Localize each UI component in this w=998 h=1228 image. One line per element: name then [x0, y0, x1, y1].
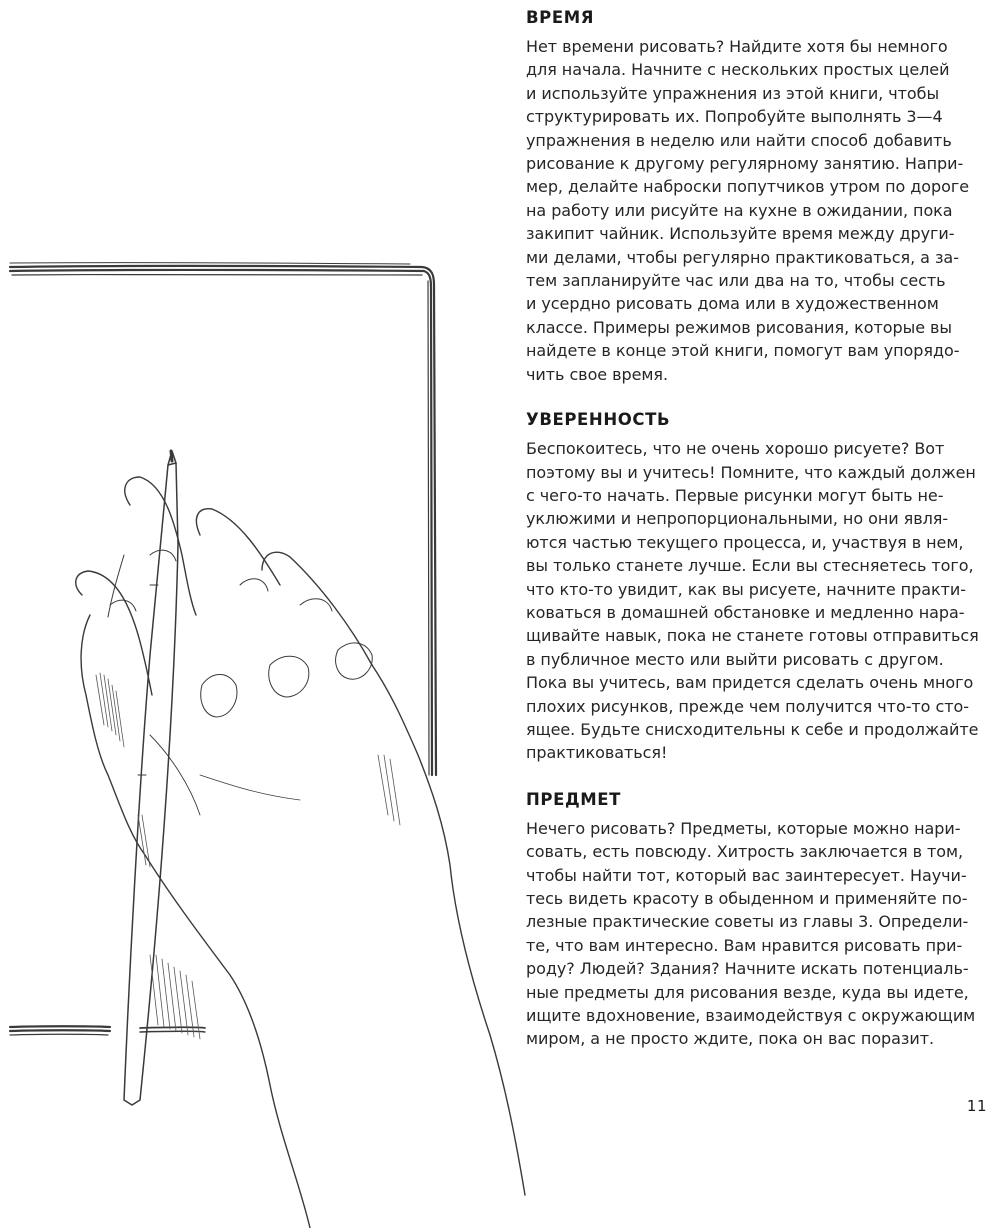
text-line: вы только станете лучше. Если вы стесняетесь того, — [526, 556, 974, 576]
section-heading-time: ВРЕМЯ — [526, 8, 595, 27]
text-line: структурировать их. Попробуйте выполнять 3—4 — [526, 107, 943, 127]
hand-contours — [76, 477, 525, 1228]
text-line: уклюжими и непропорциональными, но они явля- — [526, 509, 949, 529]
text-column — [526, 6, 990, 1051]
text-line: миром, а не просто ждите, пока он вас поразит. — [526, 1029, 935, 1049]
text-line: ные предметы для рисования везде, куда вы идете, — [526, 982, 969, 1002]
section-paragraph-confidence — [526, 437, 990, 765]
text-line: и усердно рисовать дома или в художественном — [526, 294, 939, 314]
shading-hatching — [96, 673, 400, 1039]
text-line: плохих рисунков, прежде чем получится что-то сто- — [526, 696, 969, 716]
text-line: Нечего рисовать? Предметы, которые можно нари- — [526, 818, 961, 838]
text-line: чить свое время. — [526, 364, 669, 384]
text-line: ищите вдохновение, взаимодействуя с окружающим — [526, 1006, 976, 1026]
text-line: роду? Людей? Здания? Начните искать потенциаль- — [526, 959, 969, 979]
section-heading-subject: ПРЕДМЕТ — [526, 789, 622, 809]
page-number: 11 — [966, 1097, 987, 1115]
text-line: мер, делайте наброски попутчиков утром по дороге — [526, 177, 970, 197]
text-line: рисование к другому регулярному занятию. Напри- — [526, 154, 964, 174]
text-line: ящее. Будьте снисходительны к себе и продолжайте — [526, 719, 979, 739]
text-line: упражнения в неделю или найти способ добавить — [526, 130, 952, 150]
text-line: совать, есть повсюду. Хитрость заключается в том, — [526, 842, 964, 862]
text-line: найдете в конце этой книги, помогут вам упорядо- — [526, 341, 960, 361]
text-line: ются частью текущего процесса, и, участвуя в нем, — [526, 532, 964, 552]
text-line: тесь видеть красоту в обыденном и применяйте по- — [526, 889, 968, 908]
text-line: закипит чайник. Используйте время между други- — [526, 224, 955, 244]
text-line: классе. Примеры режимов рисования, которые вы — [526, 317, 952, 337]
section-paragraph-time — [526, 35, 990, 386]
text-line: ми делами, чтобы регулярно практиковаться, а за- — [526, 247, 959, 267]
section-heading-confidence: УВЕРЕННОСТЬ — [526, 410, 671, 430]
text-line: с чего-то начать. Первые рисунки могут быть не- — [526, 485, 944, 505]
text-line: тем запланируйте час или два на то, чтобы сесть — [526, 271, 946, 291]
text-line: те, что вам интересно. Вам нравится рисовать при- — [526, 935, 963, 955]
section-paragraph-subject — [526, 817, 990, 1051]
text-line: Пока вы учитесь, вам придется сделать очень много — [526, 673, 974, 693]
text-line: чтобы найти тот, который вас заинтересует. Научи- — [526, 865, 967, 885]
text-line: Нет времени рисовать? Найдите хотя бы немного — [526, 37, 948, 56]
text-line: поэтому вы и учитесь! Помните, что каждый должен — [526, 462, 976, 482]
text-line: что кто-то увидит, как вы рисуете, начните практи- — [526, 579, 966, 599]
text-line: для начала. Начните с нескольких простых целей — [526, 60, 950, 80]
text-line: коваться в домашней обстановке и медленно нара- — [526, 602, 965, 622]
text-line: на работу или рисуйте на кухне в ожидании, пока — [526, 200, 953, 220]
text-line: в публичное место или выйти рисовать с другом. — [526, 649, 944, 669]
text-line: Беспокоитесь, что не очень хорошо рисуете? Вот — [526, 439, 945, 459]
hand-sketch-svg — [0, 255, 530, 1228]
text-line: практиковаться! — [526, 743, 668, 763]
sketchbook-outline — [10, 263, 436, 1035]
text-line: щивайте навык, пока не станете готовы отправиться — [526, 626, 979, 646]
pencil — [124, 451, 178, 1105]
hand-drawing-illustration — [0, 255, 530, 1228]
text-line: лезные практические советы из главы 3. Определи- — [526, 912, 969, 932]
text-line: и используйте упражнения из этой книги, чтобы — [526, 83, 940, 103]
